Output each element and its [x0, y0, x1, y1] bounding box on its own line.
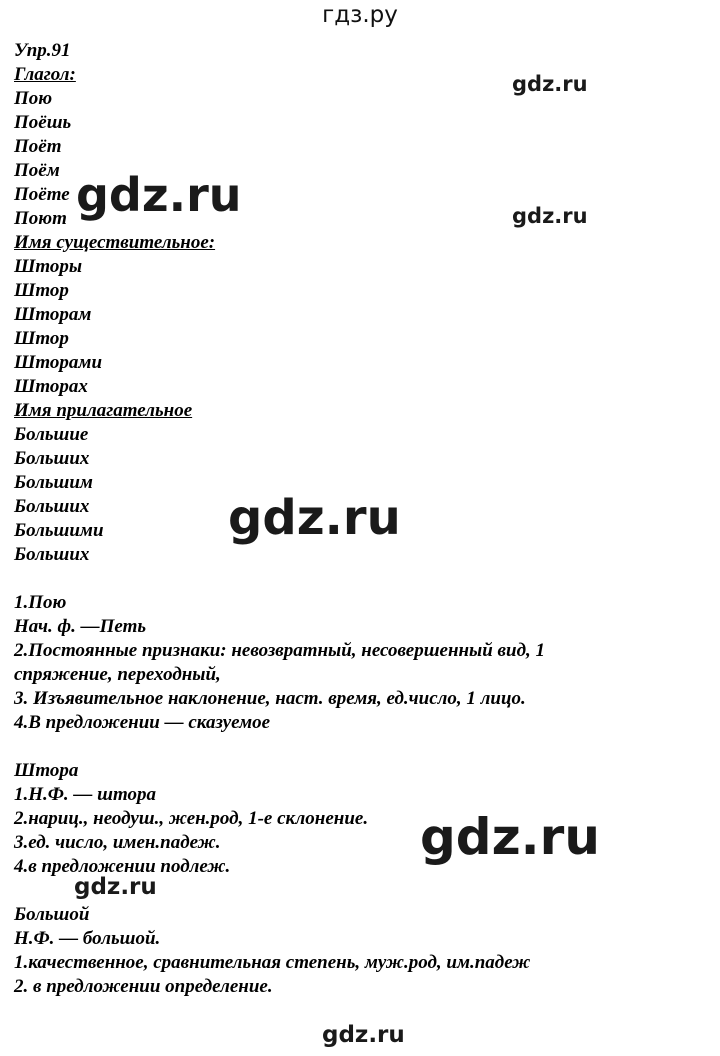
- adj-analysis-line: Н.Ф. — большой.: [14, 928, 161, 949]
- adj-form: Большие: [14, 424, 89, 445]
- noun-heading: Имя существительное:: [14, 232, 216, 253]
- noun-analysis-line: 2.нариц., неодуш., жен.род, 1-е склонение.: [14, 808, 369, 829]
- watermark: gdz.ru: [74, 874, 157, 900]
- noun-form: Шторам: [14, 304, 92, 325]
- verb-analysis-line: 4.В предложении — сказуемое: [14, 712, 271, 733]
- noun-form: Штор: [14, 280, 69, 301]
- verb-analysis-line: Нач. ф. —Петь: [14, 616, 147, 637]
- noun-analysis-line: 3.ед. число, имен.падеж.: [14, 832, 221, 853]
- verb-form: Поют: [14, 208, 67, 229]
- verb-form: Поёт: [14, 136, 62, 157]
- adj-analysis-line: 1.качественное, сравнительная степень, муж.род, им.падеж: [14, 952, 531, 973]
- verb-form: Поём: [14, 160, 60, 181]
- adj-form: Больших: [14, 544, 90, 565]
- verb-form: Поёте: [14, 184, 70, 205]
- verb-analysis-line: 1.Пою: [14, 592, 67, 613]
- adj-heading: Имя прилагательное: [14, 400, 193, 421]
- adj-analysis-line: Большой: [14, 904, 90, 925]
- watermark: gdz.ru: [228, 490, 401, 546]
- page-header-title: гдз.ру: [322, 2, 398, 28]
- noun-analysis-line: 4.в предложении подлеж.: [14, 856, 231, 877]
- adj-form: Большими: [14, 520, 104, 541]
- verb-form: Пою: [14, 88, 53, 109]
- watermark: gdz.ru: [512, 204, 588, 228]
- verb-analysis-line: 2.Постоянные признаки: невозвратный, несовершенный вид, 1: [14, 640, 546, 661]
- noun-form: Шторах: [14, 376, 88, 397]
- noun-form: Шторами: [14, 352, 103, 373]
- adj-form: Большим: [14, 472, 93, 493]
- adj-analysis-line: 2. в предложении определение.: [14, 976, 273, 997]
- verb-analysis-line: 3. Изъявительное наклонение, наст. время, ед.число, 1 лицо.: [14, 688, 526, 709]
- noun-analysis-line: Штора: [14, 760, 79, 781]
- watermark: gdz.ru: [512, 72, 588, 96]
- adj-form: Больших: [14, 448, 90, 469]
- noun-form: Штор: [14, 328, 69, 349]
- verb-analysis-line: спряжение, переходный,: [14, 664, 221, 685]
- noun-analysis-line: 1.Н.Ф. — штора: [14, 784, 157, 805]
- watermark: gdz.ru: [322, 1022, 405, 1048]
- noun-form: Шторы: [14, 256, 83, 277]
- watermark: gdz.ru: [76, 168, 242, 222]
- watermark: gdz.ru: [420, 808, 600, 866]
- adj-form: Больших: [14, 496, 90, 517]
- verb-heading: Глагол:: [14, 64, 76, 85]
- verb-form: Поёшь: [14, 112, 72, 133]
- exercise-title: Упр.91: [14, 40, 71, 61]
